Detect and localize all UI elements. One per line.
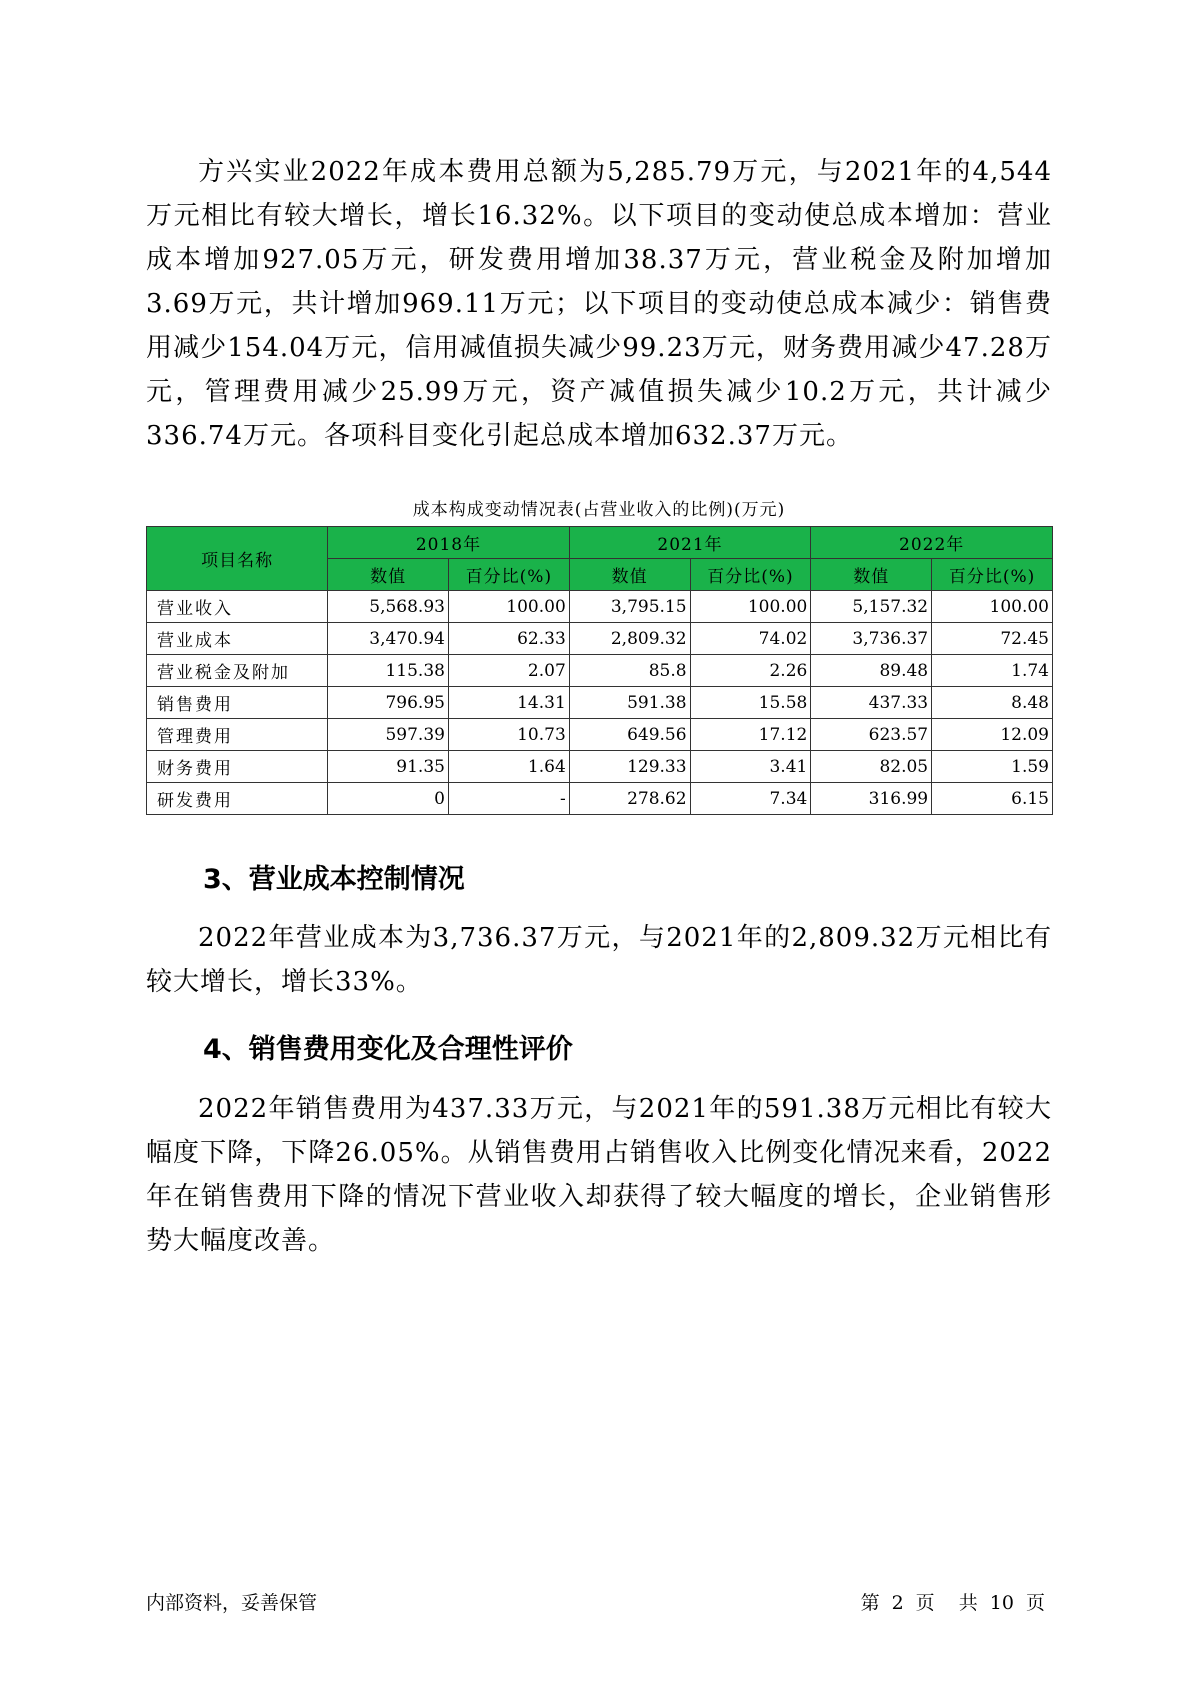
row-item-name: 营业税金及附加 — [147, 655, 328, 687]
row-item-name: 营业成本 — [147, 623, 328, 655]
header-value: 数值 — [569, 559, 690, 591]
total-prefix: 共 — [958, 1592, 978, 1614]
total-num: 10 — [989, 1592, 1014, 1614]
cell-percent: 1.74 — [932, 655, 1053, 687]
cell-value: 623.57 — [811, 719, 932, 751]
cell-percent: 6.15 — [932, 783, 1053, 815]
cell-percent: 15.58 — [690, 687, 811, 719]
cell-value: 597.39 — [328, 719, 449, 751]
row-item-name: 营业收入 — [147, 591, 328, 623]
cell-value: 278.62 — [569, 783, 690, 815]
header-value: 数值 — [811, 559, 932, 591]
header-year: 2021年 — [569, 527, 811, 559]
cell-value: 85.8 — [569, 655, 690, 687]
row-item-name: 财务费用 — [147, 751, 328, 783]
cell-value: 437.33 — [811, 687, 932, 719]
header-year: 2018年 — [328, 527, 570, 559]
header-value: 数值 — [328, 559, 449, 591]
cell-value: 129.33 — [569, 751, 690, 783]
cell-value: 0 — [328, 783, 449, 815]
paragraph-cost-summary: 方兴实业2022年成本费用总额为5,285.79万元，与2021年的4,544万元相比有较大增长，增长16.32%。以下项目的变动使总成本增加：营业成本增加927.05万元，研发费用增加38.37万元，营业税金及附加增加3.69万元，共计增加969.11万元；以下项目的变动使总成本减少：销售费用减少154.04万元，信用减值损失减少99.23万元，财务费用减少47.28万元，管理费用减少25.99万元，资产减值损失减少10.2万元，共计减少336.74万元。各项科目变化引起总成本增加632.37万元。 — [146, 157, 1052, 451]
header-percent: 百分比(%) — [448, 559, 569, 591]
total-word: 页 — [1025, 1592, 1045, 1614]
cell-value: 82.05 — [811, 751, 932, 783]
section-title-operating-cost: 3、营业成本控制情况 — [203, 864, 465, 895]
cell-value: 2,809.32 — [569, 623, 690, 655]
cell-percent: 74.02 — [690, 623, 811, 655]
cell-percent: 2.07 — [448, 655, 569, 687]
cell-value: 5,157.32 — [811, 591, 932, 623]
table-row — [147, 783, 1053, 815]
cell-percent: 1.64 — [448, 751, 569, 783]
row-item-name: 研发费用 — [147, 783, 328, 815]
cell-percent: 14.31 — [448, 687, 569, 719]
table-caption: 成本构成变动情况表(占营业收入的比例)(万元) — [412, 500, 786, 520]
cell-value: 5,568.93 — [328, 591, 449, 623]
header-percent: 百分比(%) — [932, 559, 1053, 591]
cell-percent: 12.09 — [932, 719, 1053, 751]
cell-percent: 1.59 — [932, 751, 1053, 783]
header-year: 2022年 — [811, 527, 1053, 559]
table-row — [147, 751, 1053, 783]
cell-percent: 7.34 — [690, 783, 811, 815]
cell-percent: 3.41 — [690, 751, 811, 783]
cell-percent: - — [448, 783, 569, 815]
footer-page-number — [855, 1590, 1051, 1616]
cell-percent: 10.73 — [448, 719, 569, 751]
cell-value: 796.95 — [328, 687, 449, 719]
cell-value: 591.38 — [569, 687, 690, 719]
header-item-name: 项目名称 — [147, 527, 328, 591]
cell-percent: 62.33 — [448, 623, 569, 655]
cell-value: 3,795.15 — [569, 591, 690, 623]
page-num: 2 — [891, 1592, 904, 1614]
table-row — [147, 623, 1053, 655]
table-row — [147, 719, 1053, 751]
cost-structure-table — [146, 526, 1053, 815]
page-word: 页 — [915, 1592, 935, 1614]
row-item-name: 管理费用 — [147, 719, 328, 751]
page-prefix: 第 — [860, 1592, 880, 1614]
table-row — [147, 591, 1053, 623]
cell-value: 3,736.37 — [811, 623, 932, 655]
header-percent: 百分比(%) — [690, 559, 811, 591]
table-row — [147, 655, 1053, 687]
cell-value: 3,470.94 — [328, 623, 449, 655]
footer-confidential-note: 内部资料，妥善保管 — [146, 1592, 318, 1614]
cell-percent: 100.00 — [932, 591, 1053, 623]
cell-percent: 2.26 — [690, 655, 811, 687]
cell-percent: 100.00 — [690, 591, 811, 623]
cell-value: 115.38 — [328, 655, 449, 687]
cell-percent: 72.45 — [932, 623, 1053, 655]
cell-value: 91.35 — [328, 751, 449, 783]
paragraph-operating-cost: 2022年营业成本为3,736.37万元，与2021年的2,809.32万元相比有较大增长，增长33%。 — [146, 923, 1052, 997]
cell-value: 89.48 — [811, 655, 932, 687]
row-item-name: 销售费用 — [147, 687, 328, 719]
table-row — [147, 687, 1053, 719]
cell-percent: 100.00 — [448, 591, 569, 623]
section-title-sales-expense: 4、销售费用变化及合理性评价 — [203, 1034, 573, 1065]
paragraph-sales-expense: 2022年销售费用为437.33万元，与2021年的591.38万元相比有较大幅度下降，下降26.05%。从销售费用占销售收入比例变化情况来看，2022年在销售费用下降的情况下营业收入却获得了较大幅度的增长，企业销售形势大幅度改善。 — [146, 1094, 1052, 1256]
cell-percent: 8.48 — [932, 687, 1053, 719]
cell-value: 649.56 — [569, 719, 690, 751]
cell-percent: 17.12 — [690, 719, 811, 751]
table-body — [147, 591, 1053, 815]
cell-value: 316.99 — [811, 783, 932, 815]
